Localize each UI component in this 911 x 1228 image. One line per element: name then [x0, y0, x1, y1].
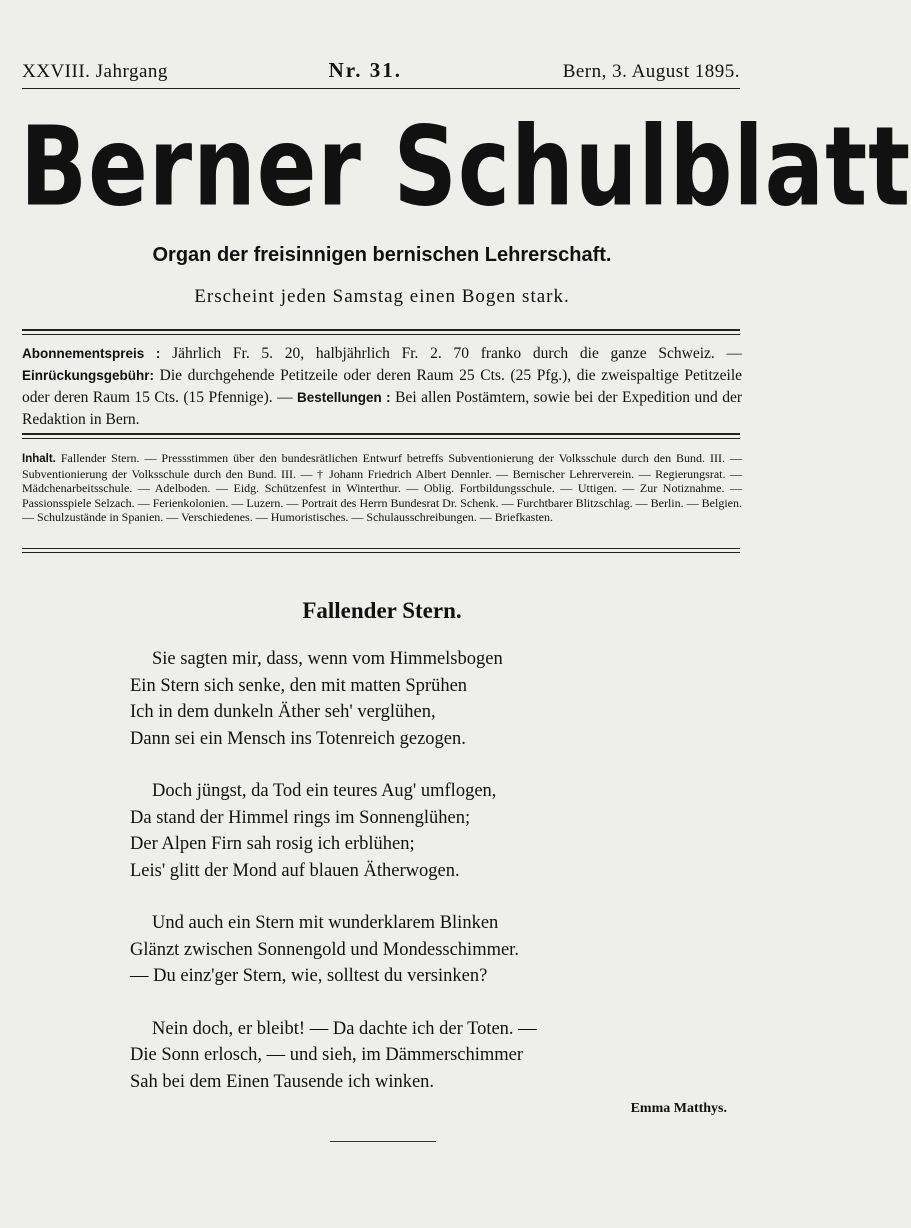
poem-stanza: [130, 1016, 537, 1096]
subscription-rule-top-thin: [22, 334, 740, 335]
poem-line: Der Alpen Firn sah rosig ich erblühen;: [130, 834, 415, 854]
subscription-info: Abonnementspreis : Jährlich Fr. 5. 20, halbjährlich Fr. 2. 70 franko durch die ganze Schweiz. — Einrückungsgebühr: Die durchgehende Petitzeile oder deren Raum 25 Cts. (25 Pfg.), die zweispaltige Petitzeile oder deren Raum 15 Cts. (15 Pfennige). — Bestellungen : Bei allen Postämtern, sowie bei der Expedition und der Redaktion in Bern.: [22, 345, 743, 428]
poem-line: Die Sonn erlosch, — und sieh, im Dämmerschimmer: [130, 1045, 524, 1065]
poem-line: Nein doch, er bleibt! — Da dachte ich der Toten. —: [152, 1018, 537, 1039]
subscription-label: Abonnementspreis :: [22, 346, 161, 361]
poem-line: Ein Stern sich senke, den mit matten Sprühen: [130, 675, 468, 696]
poem-stanza: [130, 646, 537, 752]
poem-line: — Du einz'ger Stern, wie, solltest du versinken?: [130, 966, 488, 986]
insertion-fee-text: Die durchgehende Petitzeile oder deren Raum 25 Cts. (25 Pfg.), die zweispaltige Petitzeile oder deren Raum 15 Cts. (15 Pfennige).: [22, 367, 743, 406]
poem-line: Da stand der Himmel rings im Sonnenglühen;: [130, 807, 471, 828]
volume-label: XXVIII. Jahrgang: [22, 61, 168, 82]
poem-line: Dann sei ein Mensch ins Totenreich gezogen.: [130, 728, 466, 749]
contents-rule-top: [22, 433, 740, 435]
contents-rule-bottom: [22, 548, 740, 549]
issue-header: [22, 58, 740, 83]
poem-line: Leis' glitt der Mond auf blauen Ätherwogen.: [130, 860, 460, 881]
poem-stanza: [130, 910, 537, 990]
subscription-text: Jährlich Fr. 5. 20, halbjährlich Fr. 2. 70 franko durch die ganze Schweiz.: [172, 345, 715, 362]
issue-number: Nr. 31.: [328, 58, 402, 82]
poem-author: Emma Matthys.: [630, 1101, 727, 1116]
contents-label: Inhalt.: [22, 453, 56, 465]
poem-line: Doch jüngst, da Tod ein teures Aug' umflogen,: [152, 781, 497, 801]
poem-line: Glänzt zwischen Sonnengold und Mondesschimmer.: [130, 939, 519, 960]
publication-frequency: Erscheint jeden Samstag einen Bogen stark.: [194, 286, 570, 307]
poem-body: [130, 646, 537, 1121]
poem-line: Ich in dem dunkeln Äther seh' verglühen,: [130, 702, 436, 722]
poem-line: Sah bei dem Einen Tausende ich winken.: [130, 1071, 435, 1092]
header-rule: [22, 88, 740, 89]
poem-line: Und auch ein Stern mit wunderklarem Blinken: [152, 913, 499, 933]
poem-title: Fallender Stern.: [302, 598, 462, 623]
masthead-subtitle: Organ der freisinnigen bernischen Lehrerschaft.: [152, 244, 612, 266]
orders-text: Bei allen Postämtern, sowie bei der Expedition und der Redaktion in Bern.: [22, 389, 743, 428]
orders-label: Bestellungen :: [297, 390, 391, 405]
contents-text: Fallender Stern. — Pressstimmen über den bundesrätlichen Entwurf betreffs Subventionierung der Volksschule durch den Bund. III. — Subventionierung der Volksschule durch den Bund. III. — † Johann Friedrich Albert Dennler. — Bernischer Lehrerverein. — Regierungsrat. — Mädchenarbeitsschule. — Adelboden. — Eidg. Schützenfest in Winterthur. — Oblig. Fortbildungsschule. — Uttigen. — Zur Notiznahme. — Passionsspiele Selzach. — Ferienkolonien. — Luzern. — Portrait des Herrn Bundesrat Dr. Schenk. — Furchtbarer Blitzschlag. — Berlin. — Belgien. — Schulzustände in Spanien. — Verschiedenes. — Humoristisches. — Schulausschreibungen. — Briefkasten.: [22, 451, 742, 524]
poem-line: Sie sagten mir, dass, wenn vom Himmelsbogen: [152, 649, 503, 669]
subscription-rule-top: [22, 329, 740, 331]
insertion-fee-label: Einrückungsgebühr:: [22, 368, 155, 383]
end-rule: [330, 1141, 436, 1142]
poem-stanza: [130, 778, 537, 884]
place-date: Bern, 3. August 1895.: [562, 61, 740, 82]
contents-rule-bottom-thin: [22, 552, 740, 553]
table-of-contents: [22, 451, 742, 525]
masthead-title: Berner Schulblatt: [20, 102, 911, 231]
contents-rule-top-thin: [22, 438, 740, 439]
